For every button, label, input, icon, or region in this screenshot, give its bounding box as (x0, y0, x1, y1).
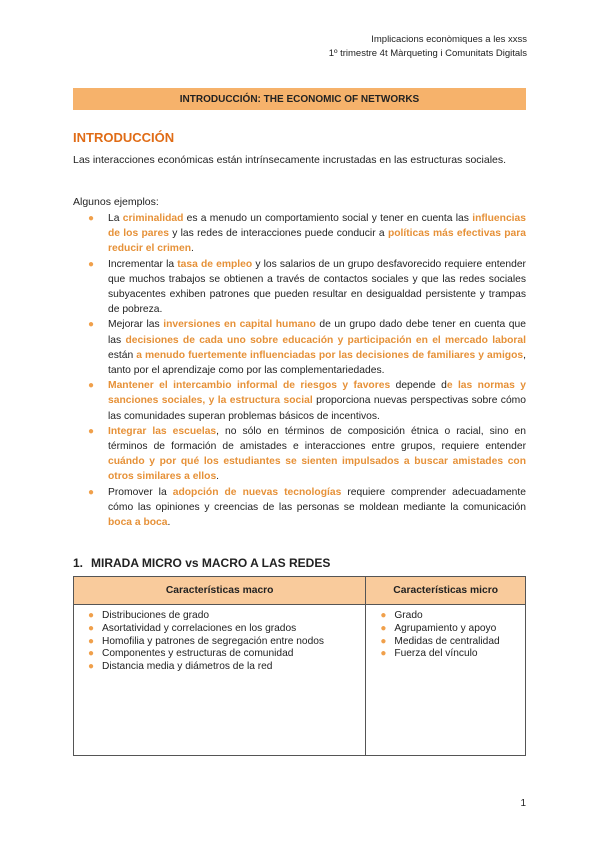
micro-cell (366, 605, 526, 756)
body-text: Mejorar las (108, 319, 164, 331)
section-banner: INTRODUCCIÓN: THE ECONOMIC OF NETWORKS (73, 88, 526, 110)
body-text: . (216, 471, 220, 483)
bullet-icon: ● (88, 319, 95, 331)
micro-item-label: Agrupamiento y apoyo (394, 622, 497, 634)
micro-item-label: Grado (394, 610, 423, 621)
highlighted-text: Mantener el intercambio informal de riesgos y favores (108, 380, 391, 392)
bullet-icon: ● (88, 258, 95, 270)
bullet-icon: ● (380, 622, 387, 634)
body-text: y los salarios de un grupo desfavorecido requiere entender que muchos trabajos se obtienen a través de contactos sociales y que las redes sociales subyacentes exhiben patrones que pueden resultar en desigualdad persistente y trampas de pobreza. (108, 258, 526, 316)
page-number: 1 (520, 798, 526, 809)
header-course-title: Implicacions econòmiques a les xxss (371, 34, 527, 45)
intro-paragraph: Las interacciones económicas están intrínsecamente incrustadas en las estructuras sociales. (73, 154, 507, 166)
example-item (73, 211, 526, 257)
macro-item-label: Homofilia y patrones de segregación entre nodos (102, 635, 324, 647)
micro-item (370, 648, 519, 661)
macro-item (78, 648, 359, 661)
examples-label: Algunos ejemplos: (73, 196, 159, 208)
macro-list (78, 610, 359, 674)
table-header-micro: Características micro (366, 577, 526, 605)
section-number: 1. (73, 556, 84, 570)
bullet-icon: ● (88, 486, 95, 498)
examples-list (73, 211, 526, 530)
highlighted-text: criminalidad (122, 213, 184, 224)
highlighted-text: decisiones de cada uno sobre educación y participación en el mercado laboral (125, 334, 526, 346)
highlighted-text: Integrar las escuelas (108, 425, 217, 437)
macro-item-label: Distribuciones de grado (102, 610, 210, 621)
example-item (73, 485, 526, 531)
body-text: proporciona nuevas perspectivas sobre cómo las comunidades superan problemas básicos de incentivos. (108, 395, 526, 422)
micro-item (370, 610, 519, 623)
example-item (73, 257, 526, 318)
micro-item-label: Fuerza del vínculo (394, 648, 478, 660)
body-text: , tanto por el aprendizaje como por las complementariedades. (108, 349, 526, 377)
bullet-icon: ● (88, 213, 95, 224)
highlighted-text: boca a boca (108, 517, 168, 529)
micro-list (370, 610, 519, 661)
bullet-icon: ● (88, 425, 95, 437)
section-title: MIRADA MICRO vs MACRO A LAS REDES (91, 556, 331, 570)
body-text: La (108, 213, 123, 224)
body-text: Promover la (108, 486, 173, 498)
example-item (73, 424, 526, 485)
bullet-icon: ● (88, 622, 95, 634)
macro-item (78, 636, 359, 649)
table-header-macro: Características macro (74, 577, 366, 605)
header-course-info: 1º trimestre 4t Màrqueting i Comunitats Digitals (328, 48, 527, 59)
body-text: de un grupo dado debe tener en cuenta que las (108, 319, 526, 346)
macro-item (78, 661, 359, 674)
example-item (73, 378, 526, 424)
bullet-icon: ● (88, 610, 95, 621)
document-header (329, 33, 527, 61)
body-text: . (167, 517, 171, 529)
body-text: están (108, 349, 137, 361)
bullet-icon: ● (88, 635, 95, 647)
body-text: y las redes de interacciones puede conducir a (168, 228, 388, 240)
bullet-icon: ● (380, 610, 387, 621)
example-item (73, 317, 526, 378)
comparison-table (73, 576, 526, 756)
macro-item-label: Asortatividad y correlaciones en los grados (102, 622, 297, 634)
highlighted-text: políticas más efectivas para reducir el crimen (108, 228, 526, 255)
macro-item (78, 623, 359, 636)
micro-item (370, 623, 519, 636)
body-text: requiere comprender adecuadamente cómo las opiniones y creencias de las personas se moldean mediante la comunicación (108, 486, 526, 513)
macro-item-label: Distancia media y diámetros de la red (102, 661, 273, 673)
highlighted-text: inversiones en capital humano (163, 319, 316, 331)
intro-heading: INTRODUCCIÓN (73, 130, 175, 145)
body-text: . (190, 243, 194, 255)
highlighted-text: a menudo fuertemente influenciadas por las decisiones de familiares y amigos (136, 349, 524, 361)
bullet-icon: ● (88, 380, 95, 392)
bullet-icon: ● (88, 661, 95, 673)
body-text: , no sólo en términos de composición étnica o racial, sino en términos de formación de amistades e interacciones entre grupos, requiere entender (108, 425, 526, 453)
highlighted-text: cuándo y por qué los estudiantes se sienten impulsados a buscar amistades con otros similares a ellos (108, 456, 526, 483)
bullet-icon: ● (380, 635, 387, 647)
macro-item-label: Componentes y estructuras de comunidad (102, 648, 294, 660)
micro-item (370, 636, 519, 649)
bullet-icon: ● (88, 648, 95, 660)
micro-item-label: Medidas de centralidad (394, 635, 500, 647)
highlighted-text: adopción de nuevas tecnologías (172, 486, 342, 498)
section-heading (73, 556, 331, 570)
body-text: Incrementar la (108, 258, 178, 270)
macro-item (78, 610, 359, 623)
highlighted-text: e las normas y sanciones sociales, y la estructura social (108, 380, 526, 407)
highlighted-text: tasa de empleo (177, 258, 253, 270)
body-text: depende d (390, 380, 447, 392)
body-text: es a menudo un comportamiento social y tener en cuenta las (183, 213, 473, 224)
highlighted-text: influencias de los pares (108, 213, 526, 240)
bullet-icon: ● (380, 648, 387, 660)
macro-cell (74, 605, 366, 756)
